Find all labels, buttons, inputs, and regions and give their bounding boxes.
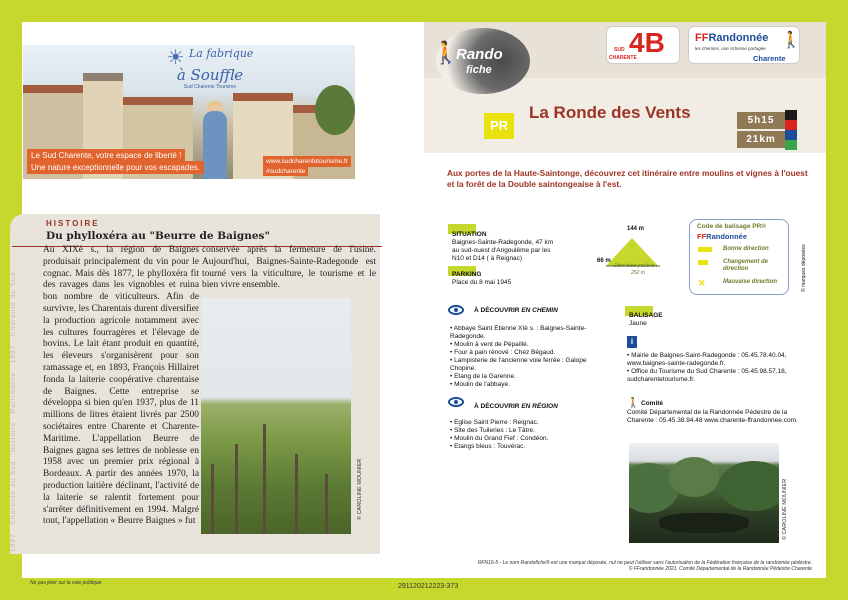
difficulty-color (785, 130, 797, 140)
balisage-ffr (697, 232, 747, 241)
logo-sub: Sud Charente Tourisme (183, 84, 237, 90)
info-icon: i (627, 336, 637, 348)
difficulty-color (785, 120, 797, 130)
elevation-gain: 252 m (631, 270, 645, 276)
list-item: • Site des Tuileries : Le Tâtre. (450, 427, 610, 435)
vine-post (295, 454, 298, 534)
badge-4b-number: 4B (629, 27, 665, 58)
vineyard-photo (201, 298, 351, 534)
ffrandonnee-logo (688, 26, 800, 64)
route-distance: 21km (737, 131, 785, 148)
vine-post (211, 464, 214, 534)
banner-url-link[interactable]: www.sudcharentetourisme.fr (263, 156, 351, 167)
list-item: • Lampisterie de l'ancienne voie ferrée : Galope Chopine. (450, 357, 610, 373)
label-good-direction: Bonne direction (723, 246, 769, 252)
pr-level-badge: PR (484, 113, 514, 139)
ffr-region: Charente (753, 54, 786, 63)
history-side-text: 1997 · Charente du Sud · Histoire · Patrimoine · 1997 · Charente du Sud (10, 271, 17, 552)
rando-word: Rando (456, 46, 503, 63)
balisage-code-title: Code de balisage PR® (697, 223, 767, 230)
ffr-title (695, 32, 768, 44)
logo-line1: La fabrique (188, 47, 254, 60)
parking-label: PARKING (452, 271, 482, 278)
region-title-b: EN RÉGION (521, 403, 558, 410)
photo-tree (719, 461, 779, 511)
chemin-title-b: EN CHEMIN (521, 307, 558, 314)
mark-wrong-direction: ✕ (698, 278, 706, 288)
mark-good-direction (698, 247, 712, 252)
river-photo (629, 443, 779, 543)
list-item: • Abbaye Saint Etienne XIè s. : Baignes-Sainte-Radegonde. (450, 325, 610, 341)
eye-icon (448, 305, 464, 315)
tourism-banner[interactable] (23, 45, 355, 179)
legal-line2: © FFrandonnée 2021. Comité Départemental de la Randonnée Pédestre Charente (628, 566, 812, 572)
ffr-title-b: Randonnée (708, 32, 769, 44)
hiker-icon: 🚶 (781, 32, 801, 49)
sun-icon: ☀ (166, 47, 185, 69)
region-title-a: À DÉCOUVRIR (474, 403, 520, 410)
hiker-icon: 🚶 (432, 40, 460, 65)
difficulty-color (785, 110, 797, 120)
list-item: • Eglise Saint Pierre : Reignac. (450, 419, 610, 427)
contact-item[interactable]: • Office du Tourisme du Sud Charente : 05.45.98.57.18, sudcharentetourisme.fr. (627, 368, 799, 384)
balisage-ffr-a: FF (697, 232, 707, 241)
banner-tagline-2: Une nature exceptionnelle pour vos escapades. (27, 161, 204, 174)
list-item: • Moulin de l'abbaye. (450, 381, 610, 389)
vine-post (235, 444, 238, 534)
photo-credit: © CAROLINE MOUNIER (357, 458, 363, 520)
balisage-label: BALISAGE (629, 312, 663, 319)
mark-change-direction (698, 260, 708, 265)
list-item: • Moulin du Grand Fief : Condéon. (450, 435, 610, 443)
route-title: La Ronde des Vents (529, 103, 691, 122)
banner-person (203, 111, 227, 179)
photo-tree (669, 457, 719, 497)
contacts-list (627, 352, 799, 384)
banner-social[interactable]: #sudcharente (263, 167, 308, 176)
eye-icon (448, 397, 464, 407)
route-duration: 5h15 (737, 112, 785, 129)
list-item: • Etangs bleus : Touvérac. (450, 443, 610, 451)
difficulty-color-strip (785, 110, 797, 150)
region-title (474, 403, 558, 410)
marks-credit: © marques déposées (801, 244, 807, 292)
souffle-logo (155, 47, 265, 91)
badge-charente: CHARENTE (609, 55, 637, 61)
label-change-direction: Changement de direction (723, 259, 769, 272)
photo-water (659, 513, 749, 533)
banner-tree (315, 85, 355, 135)
balisage-value: Jaune (629, 320, 647, 327)
badge-sud: SUD (614, 47, 625, 53)
ffr-sub: les chemins, une richesse partagée (695, 46, 766, 51)
elevation-min: 66 m (597, 258, 611, 264)
comite-value[interactable]: Comité Départemental de la Randonnée Pédestre de la Charente : 05.45.38.94.48 www.charente-ffrandonnee.com. (627, 409, 798, 424)
legal-line1: RFN16-5 - Le nom Randofiche® est une marque déposée, nul ne peut l'utiliser sans l'autorisation de la Fédération française de la randonnée pédestre. (477, 560, 812, 566)
comite-label: Comité (641, 400, 664, 407)
fiche-word: fiche (466, 64, 492, 76)
hiker-icon: 🚶 (627, 398, 640, 409)
region-list (450, 419, 610, 451)
legal-notice (460, 560, 812, 572)
history-kicker: HISTOIRE (46, 219, 100, 228)
photo-credit: © CAROLINE MOUNIER (782, 478, 788, 540)
list-item: • Four à pain rénové : Chez Bégaud. (450, 349, 610, 357)
footer-code: 291120212223-373 (398, 583, 459, 590)
ffr-title-a: FF (695, 32, 709, 44)
chemin-title-a: À DÉCOUVRIR (474, 307, 520, 314)
chemin-list (450, 325, 610, 389)
logo-line2: à Souffle (176, 66, 244, 84)
situation-value: Baignes-Sainte-Radegonde, 47 km au sud-ouest d'Angoulême par les N10 et D14 ( à Reignac) (452, 239, 554, 262)
history-title: Du phylloxéra au "Beurre de Baignes" (46, 230, 270, 242)
balisage-code-box (689, 219, 789, 295)
contact-item[interactable]: • Mairie de Baignes-Saint-Radegonde : 05.45.78.40.04, www.baignes-sainte-radegonde.fr. (627, 352, 799, 368)
difficulty-color (785, 140, 797, 150)
history-text-col1: Au XIXè s., la région de Baignes produisait principalement du vin pour le cognac. Mais dès 1877, le phylloxéra fit des ravages dans les vignobles et ruina bon nombre de viticulteurs. Afin de survivre, les Charentais durent diversifier la production agricole notamment avec les cultures fourragères et l'élevage de bovins. Le lait étant produit en quantité, les éleveurs s'organisèrent pour son ramassage et, en 1893, François Hillairet fonda la laiterie coopérative charentaise de Baignes. Cette entreprise se développa si bien qu'en 1937, plus de 11 millions de litres étaient livrés par 2500 sociétaires entre Charente et Charente-Maritime. L'appellation Beurre de Baignes gagna ses lettres de noblesse en 1958 avec un premier prix régional à Bordeaux. A partir des années 1970, la production laitière déclinant, l'activité de la laiterie se ralentit fortement pour s'arrêter définitivement en 1994. Malgré tout, l'appellation « Beurre Baignes » fut (43, 245, 199, 527)
banner-tagline-1: Le Sud Charente, votre espace de liberté ! (27, 149, 185, 162)
label-wrong-direction: Mauvaise direction (723, 279, 778, 285)
vine-post (325, 474, 328, 534)
list-item: • Moulin à vent de Pépaillé. (450, 341, 610, 349)
footer-notice: Ne pas jeter sur la voie publique (30, 580, 102, 586)
list-item: • Etang de la Garenne. (450, 373, 610, 381)
vine-post (263, 424, 266, 534)
route-intro: Aux portes de la Haute-Saintonge, découvrez cet itinéraire entre moulins et vignes à l'ouest et la forêt de la Double saintongeaise à l'est. (447, 168, 808, 189)
chemin-title (474, 307, 558, 314)
history-text-col2: conservée après la fermeture de l'usine. Aujourd'hui, Baignes-Sainte-Radegonde est tourné vers la viticulture, le tourisme et le bien vivre ensemble. (202, 245, 376, 291)
badge-4b (606, 26, 680, 64)
parking-value: Place du 8 mai 1945 (452, 279, 512, 286)
elevation-gain-label: Dénivelée positive : (614, 263, 658, 269)
balisage-ffr-b: Randonnée (706, 232, 748, 241)
situation-label: SITUATION (452, 231, 487, 238)
elevation-max: 144 m (627, 226, 645, 232)
